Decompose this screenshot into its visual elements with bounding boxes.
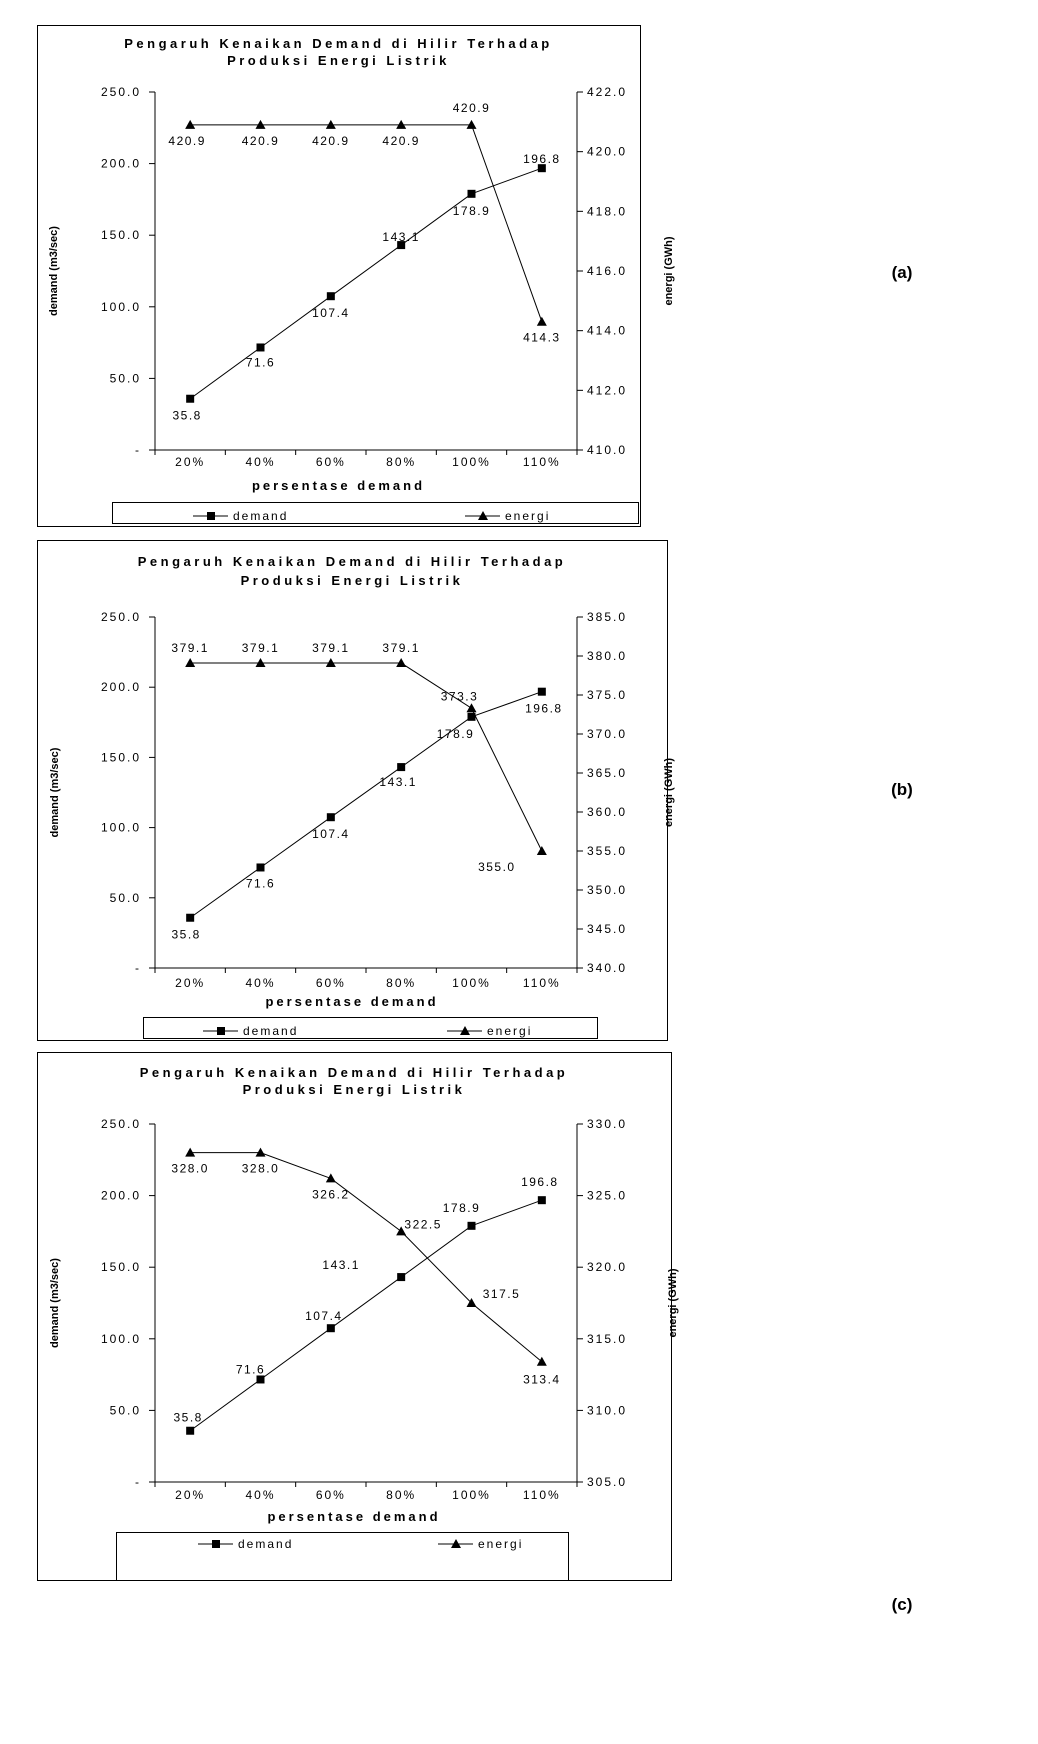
legend-demand-label: demand [243, 1024, 299, 1038]
right-y-tick-label: 416.0 [587, 264, 628, 278]
demand-point [327, 813, 335, 821]
right-y-tick-label: 355.0 [587, 844, 628, 858]
energi-data-label: 420.9 [241, 133, 280, 148]
energi-data-label: 379.1 [171, 641, 209, 656]
chart-title-line2: Produksi Energi Listrik [227, 53, 450, 68]
energi-data-label: 355.0 [478, 860, 516, 874]
demand-data-label: 107.4 [312, 827, 350, 842]
demand-point [397, 763, 405, 771]
series-line-demand [190, 1200, 542, 1431]
legend-box [113, 503, 639, 524]
demand-point [327, 292, 335, 300]
left-y-tick-label: 200.0 [100, 680, 141, 695]
legend-demand-marker [217, 1027, 225, 1035]
x-tick-label: 110% [522, 976, 561, 990]
x-tick-label: 80% [386, 976, 417, 990]
demand-point [186, 395, 194, 403]
left-y-tick-label: 250.0 [100, 85, 141, 99]
right-y-tick-label: 310.0 [587, 1403, 628, 1418]
demand-data-label: 35.8 [171, 927, 201, 942]
energi-data-label: 420.9 [452, 100, 491, 115]
left-y-tick-label: - [135, 1475, 141, 1489]
panel-label: (a) [891, 263, 913, 282]
left-y-tick-label: 200.0 [100, 156, 141, 171]
demand-point [257, 343, 265, 351]
left-y-tick-label: - [135, 443, 141, 457]
demand-data-label: 196.8 [525, 701, 563, 716]
demand-point [257, 1375, 265, 1383]
demand-point [257, 863, 265, 871]
x-tick-label: 80% [386, 455, 417, 469]
chart-title-line1: Pengaruh Kenaikan Demand di Hilir Terhadap [124, 36, 553, 51]
left-y-tick-label: 50.0 [109, 371, 141, 386]
demand-data-label: 107.4 [305, 1309, 343, 1324]
demand-data-label: 71.6 [235, 1362, 266, 1377]
demand-data-label: 71.6 [245, 876, 276, 891]
x-tick-label: 40% [245, 1488, 276, 1502]
legend-energi-label: energi [478, 1537, 524, 1551]
right-y-tick-label: 422.0 [587, 85, 628, 99]
chart-title-line1: Pengaruh Kenaikan Demand di Hilir Terhadap [139, 1065, 569, 1080]
right-y-tick-label: 365.0 [587, 766, 628, 780]
left-y-tick-label: 100.0 [100, 820, 141, 835]
demand-point [538, 1196, 546, 1204]
chart-panel-a [38, 26, 913, 527]
energi-data-label: 313.4 [523, 1372, 561, 1387]
energi-data-label: 326.2 [312, 1187, 350, 1202]
demand-data-label: 196.8 [521, 1175, 559, 1190]
left-y-tick-label: 250.0 [100, 610, 141, 624]
right-y-tick-label: 360.0 [587, 805, 628, 819]
demand-data-label: 35.8 [173, 1410, 203, 1425]
right-y-tick-label: 418.0 [587, 204, 628, 219]
x-tick-label: 100% [452, 976, 491, 990]
x-tick-label: 60% [315, 976, 346, 990]
x-tick-label: 100% [452, 1488, 491, 1502]
right-y-tick-label: 380.0 [587, 649, 628, 663]
energi-data-label: 317.5 [482, 1287, 521, 1301]
left-y-tick-label: 150.0 [100, 750, 141, 765]
legend-energi-label: energi [505, 509, 551, 523]
x-tick-label: 110% [522, 1488, 561, 1502]
x-tick-label: 40% [245, 976, 276, 990]
right-y-tick-label: 340.0 [587, 961, 628, 975]
demand-data-label: 196.8 [523, 152, 561, 167]
demand-data-label: 143.1 [382, 230, 420, 245]
energi-point [326, 1173, 336, 1182]
demand-point [468, 1222, 476, 1230]
demand-data-label: 178.9 [442, 1200, 481, 1215]
chart-title-line1: Pengaruh Kenaikan Demand di Hilir Terhadap [137, 554, 567, 569]
right-y-tick-label: 385.0 [587, 610, 628, 624]
right-y-tick-label: 412.0 [587, 383, 628, 398]
energi-data-label: 420.9 [382, 133, 420, 148]
left-y-axis-title: demand (m3/sec) [49, 747, 61, 838]
chart-frame [38, 1053, 672, 1581]
demand-data-label: 178.9 [436, 726, 475, 741]
energi-point [537, 1357, 547, 1366]
right-y-axis-title: energi (GWh) [667, 1268, 679, 1338]
energi-point [467, 703, 477, 712]
right-y-tick-label: 350.0 [587, 883, 628, 897]
left-y-tick-label: 150.0 [100, 228, 141, 243]
demand-point [327, 1324, 335, 1332]
series-line-energi [190, 125, 542, 322]
x-tick-label: 20% [175, 1488, 206, 1502]
energi-point [537, 846, 547, 855]
panel-label: (c) [891, 1595, 913, 1614]
legend-energi-label: energi [487, 1024, 533, 1038]
left-y-tick-label: 50.0 [109, 1403, 141, 1418]
series-line-energi [190, 663, 542, 851]
x-axis-title: persentase demand [265, 994, 439, 1009]
right-y-tick-label: 320.0 [587, 1260, 628, 1275]
chart-panel-c [38, 1053, 913, 1615]
left-y-tick-label: 50.0 [109, 890, 141, 905]
left-y-tick-label: 200.0 [100, 1188, 141, 1203]
energi-data-label: 373.3 [440, 689, 479, 704]
x-tick-label: 100% [452, 455, 491, 469]
x-tick-label: 80% [386, 1488, 417, 1502]
energi-data-label: 420.9 [312, 133, 350, 148]
demand-point [538, 688, 546, 696]
x-axis-title: persentase demand [267, 1509, 441, 1524]
demand-data-label: 143.1 [379, 775, 417, 790]
chart-title-line2: Produksi Energi Listrik [240, 573, 464, 588]
right-y-tick-label: 305.0 [587, 1475, 628, 1489]
right-y-axis-title: energi (GWh) [663, 236, 675, 306]
x-tick-label: 110% [522, 455, 561, 469]
panel-label: (b) [891, 780, 913, 799]
legend-demand-marker [207, 512, 215, 520]
right-y-tick-label: 420.0 [587, 144, 628, 159]
demand-data-label: 71.6 [245, 355, 276, 370]
right-y-tick-label: 330.0 [587, 1117, 628, 1131]
left-y-tick-label: 100.0 [100, 1331, 141, 1346]
left-y-tick-label: 150.0 [100, 1260, 141, 1275]
left-y-axis-title: demand (m3/sec) [48, 226, 60, 316]
demand-point [186, 914, 194, 922]
legend-demand-marker [212, 1540, 220, 1548]
right-y-tick-label: 414.0 [587, 323, 628, 338]
demand-point [397, 1273, 405, 1281]
energi-data-label: 379.1 [382, 641, 420, 656]
series-line-energi [190, 1153, 542, 1362]
energi-data-label: 414.3 [523, 330, 561, 345]
energi-data-label: 328.0 [241, 1161, 280, 1176]
energi-point [537, 317, 547, 326]
energi-data-label: 379.1 [241, 641, 280, 656]
demand-data-label: 143.1 [322, 1258, 360, 1273]
left-y-tick-label: 250.0 [100, 1117, 141, 1131]
right-y-tick-label: 315.0 [587, 1331, 628, 1346]
left-y-axis-title: demand (m3/sec) [49, 1258, 61, 1348]
left-y-tick-label: 100.0 [100, 299, 141, 314]
chart-title-line2: Produksi Energi Listrik [242, 1082, 466, 1097]
right-y-tick-label: 370.0 [587, 727, 628, 741]
chart-panel-b [38, 541, 913, 1041]
demand-data-label: 35.8 [172, 408, 202, 423]
energi-data-label: 328.0 [171, 1161, 209, 1176]
legend-demand-label: demand [238, 1537, 294, 1551]
x-tick-label: 60% [315, 1488, 346, 1502]
series-line-demand [190, 692, 542, 918]
right-y-tick-label: 325.0 [587, 1188, 628, 1203]
right-y-tick-label: 345.0 [587, 922, 628, 936]
left-y-tick-label: - [135, 961, 141, 975]
energi-data-label: 322.5 [404, 1217, 442, 1232]
x-tick-label: 20% [175, 455, 206, 469]
demand-point [186, 1427, 194, 1435]
series-line-demand [190, 168, 542, 399]
demand-point [468, 190, 476, 198]
x-axis-title: persentase demand [251, 478, 426, 493]
x-tick-label: 60% [315, 455, 346, 469]
chart-frame [38, 26, 641, 527]
x-tick-label: 20% [175, 976, 206, 990]
energi-data-label: 420.9 [168, 133, 206, 148]
right-y-axis-title: energi (GWh) [663, 757, 675, 828]
right-y-tick-label: 375.0 [587, 688, 628, 702]
right-y-tick-label: 410.0 [587, 443, 628, 457]
demand-data-label: 107.4 [312, 306, 350, 321]
x-tick-label: 40% [245, 455, 276, 469]
demand-data-label: 178.9 [452, 203, 491, 218]
legend-demand-label: demand [233, 509, 289, 523]
energi-data-label: 379.1 [312, 641, 350, 656]
